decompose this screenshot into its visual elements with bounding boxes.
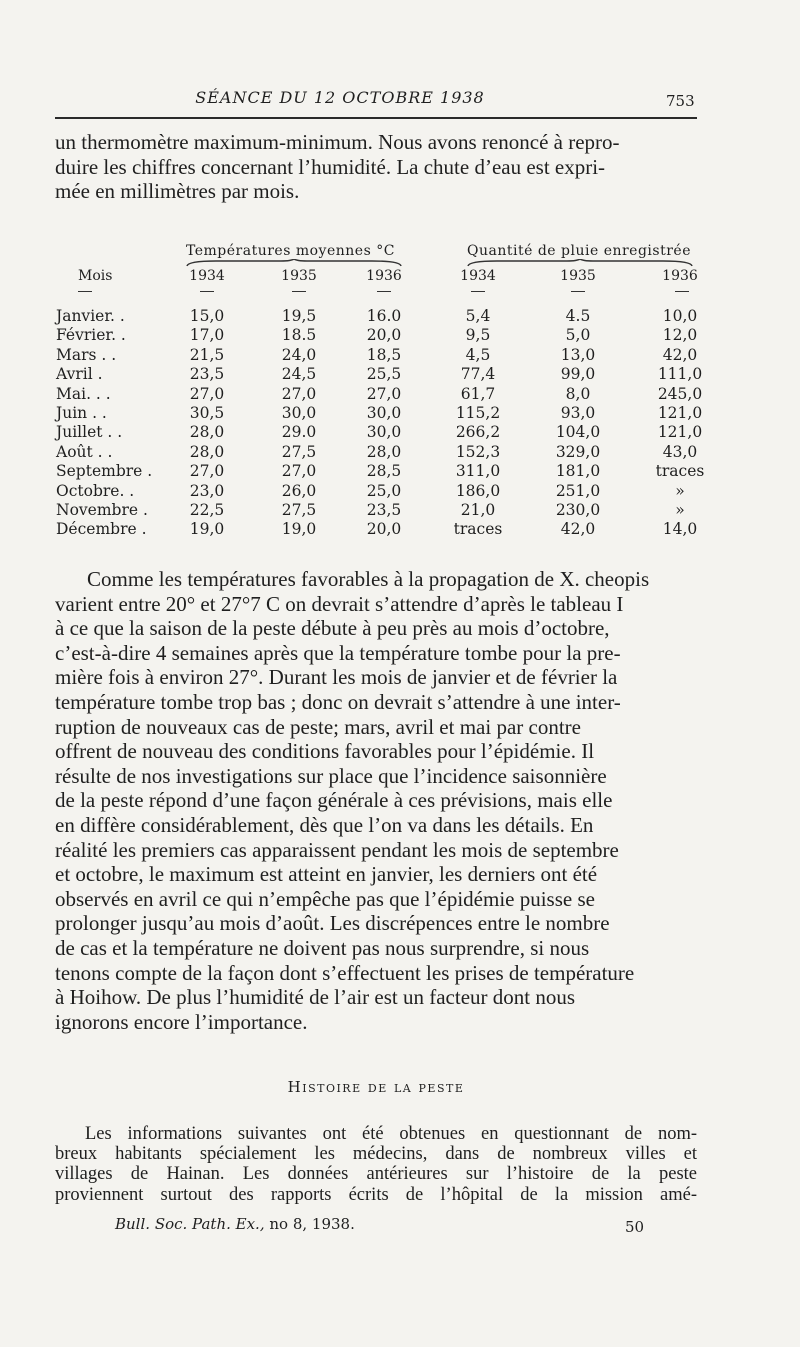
text-line: mée en millimètres par mois.: [55, 179, 300, 204]
temperature-cell: 20,0: [366, 520, 402, 539]
journal-issue: no 8, 1938.: [269, 1215, 355, 1233]
month-label: Mai. . .: [56, 384, 111, 403]
text-line: breux habitants spécialement les médecins, dans de nombreux villes et: [55, 1144, 697, 1165]
temperature-cell: 21,5: [189, 345, 225, 364]
rainfall-cell: 186,0: [455, 481, 501, 500]
month-label: Février. .: [56, 326, 126, 345]
text-line: température tombe trop bas ; donc on devrait s’attendre à une inter-: [55, 689, 621, 714]
text-line: mière fois à environ 27°. Durant les mois de janvier et de février la: [55, 665, 618, 690]
header-dash: [571, 291, 585, 292]
journal-reference: [115, 1215, 355, 1233]
rainfall-cell: 8,0: [565, 384, 591, 403]
text-line: observés en avril ce qui n’empêche pas que l’épidémie puisse se: [55, 886, 595, 911]
rainfall-cell: 121,0: [657, 423, 703, 442]
rainfall-cell: 21,0: [460, 501, 496, 519]
temperature-cell: 16.0: [366, 307, 402, 325]
text-line: Les informations suivantes ont été obtenues en questionnant de nom-: [85, 1124, 697, 1144]
rainfall-cell: 4.5: [565, 307, 591, 325]
climate-table: [0, 0, 800, 560]
text-line: réalité les premiers cas apparaissent pendant les mois de septembre: [55, 837, 619, 862]
rainfall-cell: 181,0: [555, 462, 601, 481]
rainfall-cell: 10,0: [662, 307, 698, 325]
month-column-header: Mois: [78, 268, 113, 284]
temperature-cell: 18,5: [366, 345, 402, 364]
rainfall-cell: 266,2: [455, 423, 501, 442]
rainfall-cell: 9,5: [465, 326, 491, 345]
text-line: de cas et la température ne doivent pas nous surprendre, si nous: [55, 935, 590, 960]
header-rule: [55, 117, 697, 119]
rainfall-group-header: Quantité de pluie enregistrée: [467, 243, 691, 259]
text-line: de la peste répond d’une façon générale à ces prévisions, mais elle: [55, 788, 613, 813]
running-head: SÉANCE DU 12 OCTOBRE 1938: [195, 88, 485, 107]
rainfall-cell: »: [675, 481, 685, 500]
table-row: [0, 443, 800, 462]
year-header-temp-1936: 1936: [366, 268, 402, 284]
header-dash: [78, 291, 92, 292]
temperature-cell: 28,0: [189, 442, 225, 461]
text-line: résulte de nos investigations sur place que l’incidence saisonnière: [55, 763, 607, 788]
rainfall-cell: 121,0: [657, 404, 703, 422]
header-dash: [377, 291, 391, 292]
table-row: [0, 307, 800, 326]
temperature-cell: 30,0: [366, 404, 402, 422]
table-row: [0, 326, 800, 345]
month-label: Août . .: [56, 442, 113, 461]
temperature-cell: 30,0: [281, 404, 317, 422]
rainfall-cell: 13,0: [560, 345, 596, 364]
rainfall-cell: 14,0: [662, 520, 698, 539]
rainfall-cell: 251,0: [555, 481, 601, 500]
text-line: à Hoihow. De plus l’humidité de l’air est un facteur dont nous: [55, 985, 576, 1010]
rainfall-cell: 329,0: [555, 442, 601, 461]
text-line: villages de Hainan. Les données antérieures sur l’histoire de la peste: [55, 1164, 697, 1185]
rainfall-cell: 42,0: [662, 345, 698, 364]
signature-mark: 50: [625, 1218, 645, 1236]
temperature-cell: 30,0: [366, 423, 402, 442]
rainfall-cell: 152,3: [455, 442, 501, 461]
temperature-cell: 24,5: [281, 365, 317, 384]
rainfall-cell: 230,0: [555, 501, 601, 519]
month-label: Novembre .: [56, 501, 148, 519]
temperature-cell: 25,5: [366, 365, 402, 384]
year-header-temp-1935: 1935: [281, 268, 317, 284]
temperature-cell: 18.5: [281, 326, 317, 345]
table-row: [0, 346, 800, 365]
rainfall-cell: traces: [453, 520, 503, 539]
rainfall-cell: »: [675, 501, 685, 519]
month-label: Janvier. .: [56, 307, 125, 325]
year-header-rain-1935: 1935: [560, 268, 596, 284]
table-row: [0, 385, 800, 404]
text-line: et octobre, le maximum est atteint en janvier, les derniers ont été: [55, 862, 598, 887]
table-row: [0, 404, 800, 423]
temperature-cell: 27,5: [281, 501, 317, 519]
temperature-cell: 27,5: [281, 442, 317, 461]
rainfall-cell: 311,0: [455, 462, 501, 481]
year-header-rain-1936: 1936: [662, 268, 698, 284]
table-row: [0, 365, 800, 384]
text-line: ruption de nouveaux cas de peste; mars, avril et mai par contre: [55, 714, 581, 739]
temperature-cell: 20,0: [366, 326, 402, 345]
temperature-cell: 28,0: [189, 423, 225, 442]
month-label: Octobre. .: [56, 481, 135, 500]
temperature-cell: 27,0: [281, 462, 317, 481]
text-line: Comme les températures favorables à la propagation de X. cheopis: [87, 567, 650, 591]
month-label: Juillet . .: [56, 423, 123, 442]
rainfall-cell: 99,0: [560, 365, 596, 384]
temperature-cell: 28,0: [366, 442, 402, 461]
table-row: [0, 482, 800, 501]
temperature-cell: 24,0: [281, 345, 317, 364]
temperature-cell: 27,0: [189, 384, 225, 403]
temperature-cell: 15,0: [189, 307, 225, 325]
table-row: [0, 520, 800, 539]
header-dash: [292, 291, 306, 292]
temperature-cell: 19,0: [189, 520, 225, 539]
rainfall-cell: 111,0: [657, 365, 703, 384]
temperature-cell: 29.0: [281, 423, 317, 442]
rainfall-cell: 245,0: [657, 384, 703, 403]
year-header-temp-1934: 1934: [189, 268, 225, 284]
temperature-cell: 23,5: [366, 501, 402, 519]
rainfall-cell: 104,0: [555, 423, 601, 442]
text-line: un thermomètre maximum-minimum. Nous avons renoncé à repro-: [55, 130, 620, 154]
table-row: [0, 501, 800, 520]
rainfall-cell: 42,0: [560, 520, 596, 539]
month-label: Juin . .: [56, 404, 107, 422]
header-dash: [471, 291, 485, 292]
rainfall-cell: 77,4: [460, 365, 496, 384]
header-dash: [200, 291, 214, 292]
rainfall-cell: traces: [655, 462, 705, 481]
intro-paragraph: [55, 130, 697, 204]
month-label: Mars . .: [56, 345, 117, 364]
rainfall-cell: 115,2: [455, 404, 501, 422]
rainfall-cell: 43,0: [662, 442, 698, 461]
page-number: 753: [666, 92, 695, 110]
text-line: prolonger jusqu’au mois d’août. Les discrépences entre le nombre: [55, 911, 610, 936]
text-line: ignorons encore l’importance.: [55, 1009, 308, 1034]
temperature-brace: [186, 259, 402, 267]
rainfall-cell: 5,4: [465, 307, 491, 325]
temperature-cell: 28,5: [366, 462, 402, 481]
table-row: [0, 423, 800, 442]
text-line: en diffère considérablement, dès que l’on va dans les détails. En: [55, 812, 594, 837]
text-line: duire les chiffres concernant l’humidité. La chute d’eau est expri-: [55, 154, 606, 179]
text-line: c’est-à-dire 4 semaines après que la température tombe pour la pre-: [55, 640, 621, 665]
month-label: Avril .: [56, 365, 103, 384]
temperature-cell: 27,0: [281, 384, 317, 403]
temperature-cell: 27,0: [366, 384, 402, 403]
year-header-rain-1934: 1934: [460, 268, 496, 284]
rainfall-cell: 5,0: [565, 326, 591, 345]
history-paragraph: [55, 1124, 697, 1205]
temperature-cell: 25,0: [366, 481, 402, 500]
temperature-cell: 26,0: [281, 481, 317, 500]
temperature-group-header: Températures moyennes °C: [186, 243, 395, 259]
body-paragraph: [55, 567, 697, 1034]
rainfall-cell: 93,0: [560, 404, 596, 422]
journal-name: Bull. Soc. Path. Ex.,: [115, 1215, 265, 1233]
temperature-cell: 30,5: [189, 404, 225, 422]
temperature-cell: 23,0: [189, 481, 225, 500]
section-title: Histoire de la peste: [287, 1078, 465, 1096]
text-line: tenons compte de la façon dont s’effectuent les prises de température: [55, 960, 635, 985]
temperature-cell: 23,5: [189, 365, 225, 384]
rainfall-cell: 4,5: [465, 345, 491, 364]
temperature-cell: 19,0: [281, 520, 317, 539]
table-row: [0, 462, 800, 481]
text-line: à ce que la saison de la peste débute à peu près au mois d’octobre,: [55, 616, 610, 641]
header-dash: [675, 291, 689, 292]
month-label: Septembre .: [56, 462, 153, 481]
rainfall-cell: 12,0: [662, 326, 698, 345]
temperature-cell: 19,5: [281, 307, 317, 325]
temperature-cell: 17,0: [189, 326, 225, 345]
month-label: Décembre .: [56, 520, 147, 539]
temperature-cell: 27,0: [189, 462, 225, 481]
text-line: varient entre 20° et 27°7 C on devrait s’attendre d’après le tableau I: [55, 591, 624, 616]
rainfall-cell: 61,7: [460, 384, 496, 403]
text-line: proviennent surtout des rapports écrits de l’hôpital de la mission amé-: [55, 1184, 697, 1205]
text-line: offrent de nouveau des conditions favorables pour l’épidémie. Il: [55, 739, 595, 764]
rainfall-brace: [467, 259, 693, 267]
temperature-cell: 22,5: [189, 501, 225, 519]
